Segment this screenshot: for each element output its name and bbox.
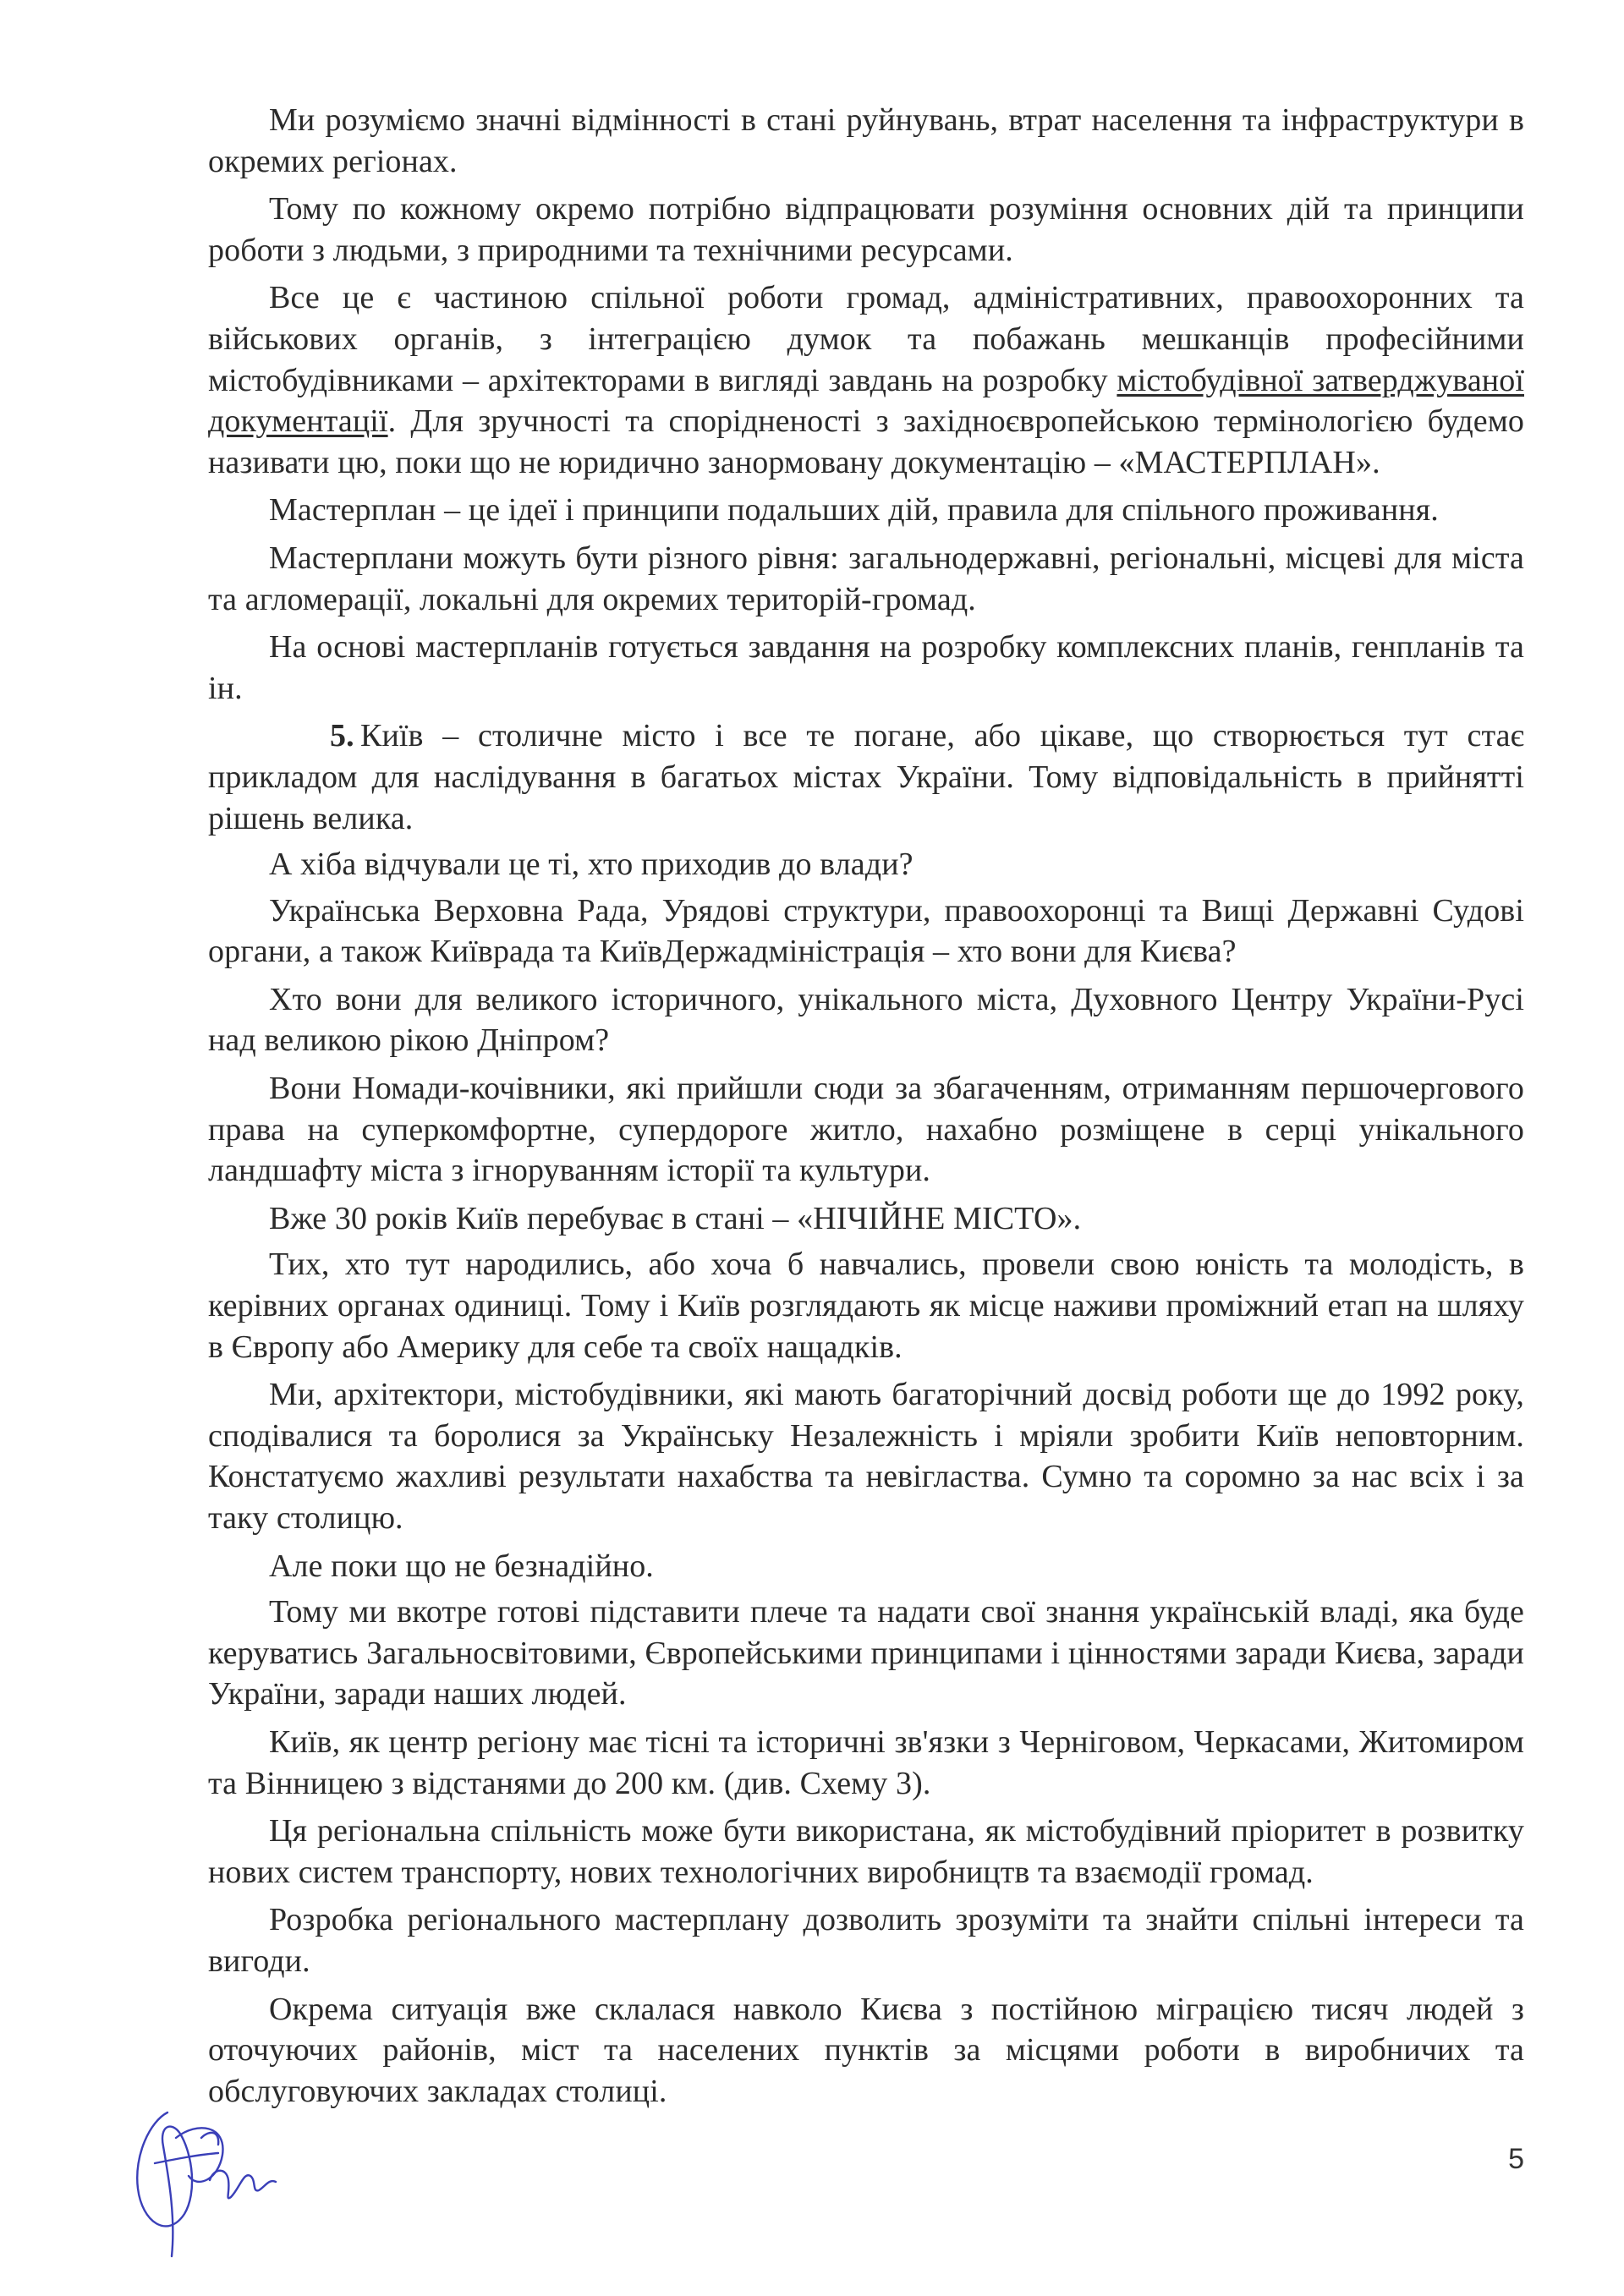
- paragraph-14: Ми, архітектори, містобудівники, які мають багаторічний досвід роботи ще до 1992 року, сподівалися та боролися за Українську Незалежність і мріяли зробити Київ неповторним. Констатуємо жахливі результати нахабства та невігластва. Сумно та соромно за нас всіх і за таку столицю.: [208, 1377, 1524, 1536]
- signature-icon: [117, 2087, 311, 2282]
- page-number: 5: [1508, 2143, 1524, 2175]
- paragraph-9: Українська Верховна Рада, Урядові структури, правоохоронці та Вищі Державні Судові органи, а також Київрада та КиївДержадміністрація – хто вони для Києва?: [208, 892, 1524, 970]
- paragraph-1: Ми розуміємо значні відмінності в стані руйнувань, втрат населення та інфраструктури в окремих регіонах.: [208, 102, 1524, 179]
- paragraph-8: А хіба відчували це ті, хто приходив до влади?: [269, 847, 914, 883]
- paragraph-16: Тому ми вкотре готові підставити плече та надати свої знання українській владі, яка буде керуватись Загальносвітовими, Європейськими принципами і цінностями заради Києва, заради України, заради наших людей.: [208, 1594, 1524, 1712]
- paragraph-4: Мастерплан – це ідеї і принципи подальших дій, правила для спільного проживання.: [269, 492, 1439, 529]
- paragraph-5: Мастерплани можуть бути різного рівня: загальнодержавні, регіональні, місцеві для міста та агломерації, локальні для окремих територій-громад.: [208, 540, 1524, 617]
- paragraph-2: Тому по кожному окремо потрібно відпрацювати розуміння основних дій та принципи роботи з людьми, з природними та технічними ресурсами.: [208, 191, 1524, 268]
- paragraph-7: [208, 715, 1524, 839]
- paragraph-17: Київ, як центр регіону має тісні та історичні зв'язки з Черніговом, Черкасами, Житомиром та Вінницею з відстанями до 200 км. (див. Схему 3).: [208, 1723, 1524, 1801]
- paragraph-10: Хто вони для великого історичного, унікального міста, Духовного Центру України-Русі над великою рікою Дніпром?: [208, 981, 1524, 1059]
- document-body: [208, 100, 1524, 2118]
- paragraph-13: Тих, хто тут народились, або хоча б навчались, провели свою юність та молодість, в керівних органах одиниці. Тому і Київ розглядають як місце наживи проміжний етап на шляху в Європу або Америку для себе та своїх нащадків.: [208, 1247, 1524, 1365]
- paragraph-3-text: Все це є частиною спільної роботи громад, адміністративних, правоохоронних та військових органів, з інтеграцією думок та побажань мешканців професійними містобудівниками – архітекторами в вигляді завдань на розробку: [208, 280, 1524, 398]
- paragraph-3-tail: . Для зручності та спорідненості з західноєвропейською термінологією будемо називати цю, поки що не юридично занормовану документацію – «МАСТЕРПЛАН».: [208, 403, 1524, 480]
- paragraph-6: На основі мастерпланів готується завдання на розробку комплексних планів, генпланів та ін.: [208, 629, 1524, 706]
- paragraph-15: Але поки що не безнадійно.: [269, 1548, 654, 1584]
- paragraph-11: Вони Номади-кочівники, які прийшли сюди за збагаченням, отриманням першочергового права на суперкомфортне, супердороге житло, нахабно розміщене в серці унікального ландшафту міста з ігноруванням історії та культури.: [208, 1071, 1524, 1189]
- section-number: 5.: [330, 718, 354, 754]
- paragraph-12: Вже 30 років Київ перебуває в стані – «НІЧІЙНЕ МІСТО».: [269, 1200, 1082, 1236]
- paragraph-20: Окрема ситуація вже склалася навколо Києва з постійною міграцією тисяч людей з оточуючих районів, міст та населених пунктів за місцями роботи в виробничих та обслуговуючих закладах столиці.: [208, 1991, 1524, 2109]
- paragraph-18: Ця регіональна спільність може бути використана, як містобудівний пріоритет в розвитку нових систем транспорту, нових технологічних виробництв та взаємодії громад.: [208, 1813, 1524, 1890]
- underlined-term: містобудівної затверджуваної документації: [208, 362, 1524, 440]
- paragraph-3: [208, 277, 1524, 483]
- paragraph-7-text: Київ – столичне місто і все те погане, або цікаве, що створюється тут стає прикладом для наслідування в багатьох містах України. Тому відповідальність в прийнятті рішень велика.: [208, 718, 1524, 836]
- paragraph-19: Розробка регіонального мастерплану дозволить зрозуміти та знайти спільні інтереси та вигоди.: [208, 1902, 1524, 1979]
